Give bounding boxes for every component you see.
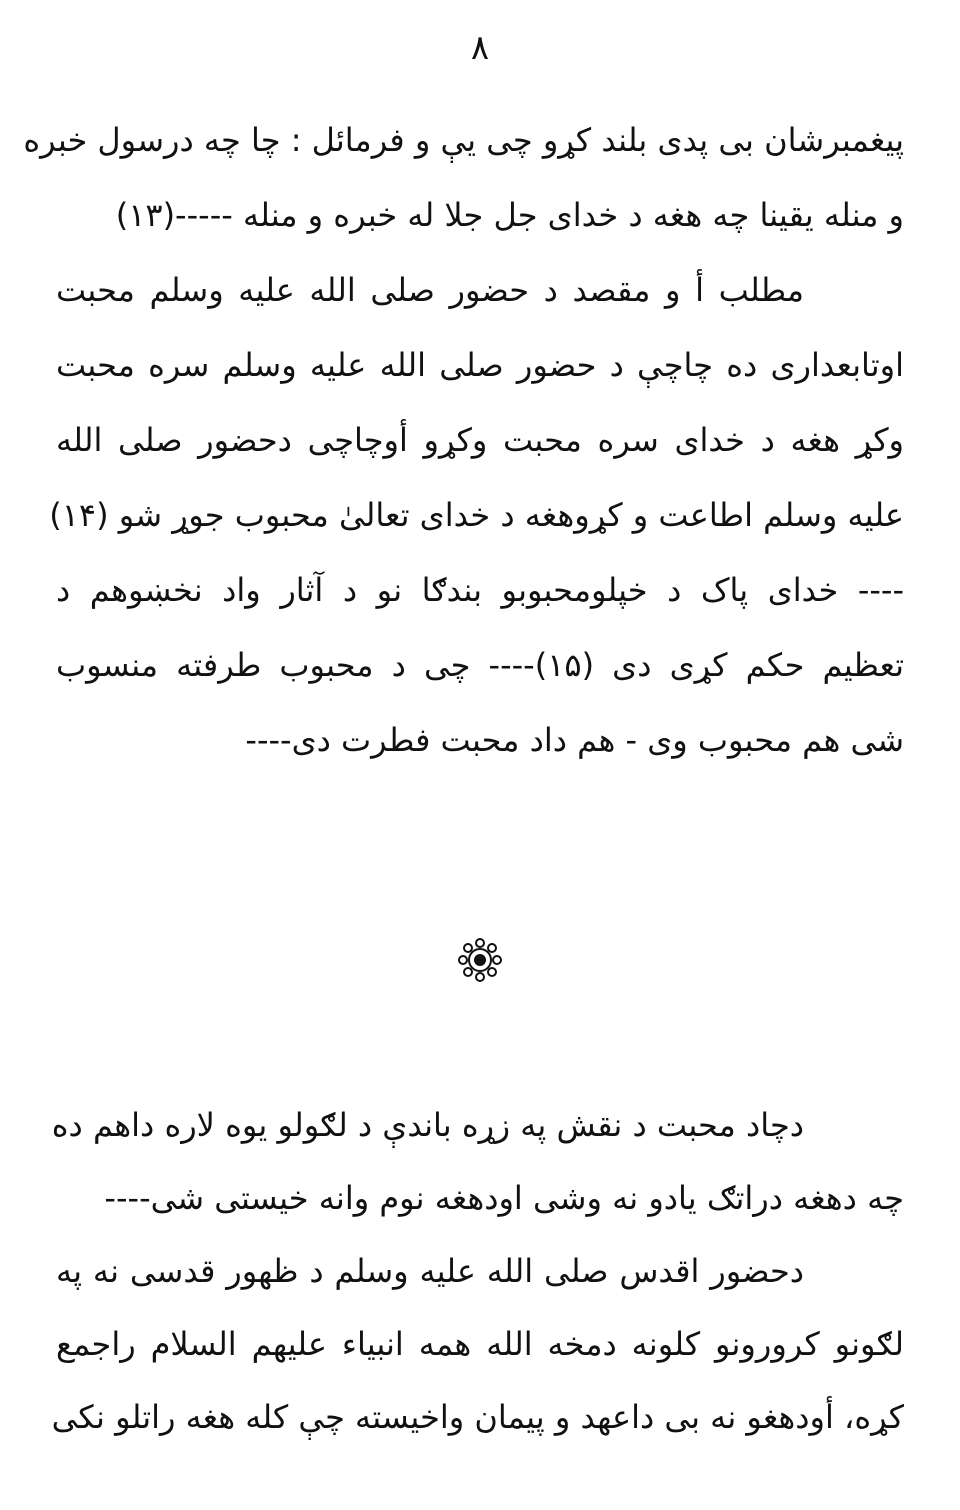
text-line: پیغمبرشان بی پدی بلند کړو چی یې و فرمائل : چا چه درسول خبره xyxy=(23,121,904,159)
text-line: علیه وسلم اطاعت و کړوهغه د خدای تعالیٰ محبوب جوړ شو (۱۴) xyxy=(49,496,904,534)
text-line: کړه، أودهغو نه بی داعهد و پیمان واخیسته چې کله هغه راتلو نکی xyxy=(51,1398,904,1436)
text-block-top xyxy=(23,120,905,760)
text-line: دحضور اقدس صلی الله علیه وسلم د ظهور قدسی نه په xyxy=(56,1252,804,1290)
text-line: مطلب أ و مقصد د حضور صلی الله علیه وسلم محبت xyxy=(56,271,804,309)
page-number: ۸ xyxy=(470,28,490,68)
text-line: ---- خدای پاک د خپلومحبوبو بندګا نو د آثار واد نخښوهم د xyxy=(56,571,904,609)
text-line: دچاد محبت د نقش په زړه باندې د لګولو یوه لاره داهم ده xyxy=(51,1106,804,1144)
text-line: تعظیم حکم کړی دی (۱۵)---- چی د محبوب طرفته منسوب xyxy=(56,646,905,684)
text-line: شی هم محبوب وی - هم داد محبت فطرت دی---- xyxy=(245,721,904,759)
text-line: وکړ هغه د خدای سره محبت وکړو أوچاچی دحضور صلی الله xyxy=(56,421,904,459)
text-line: لګونو کرورونو کلونه دمخه الله همه انبیاء علیهم السلام راجمع xyxy=(56,1325,904,1363)
text-line: چه دهغه دراتګ یادو نه وشی اودهغه نوم وانه خیستی شی---- xyxy=(104,1179,904,1217)
text-block-bottom xyxy=(51,1105,904,1437)
flower-ornament-icon xyxy=(440,930,520,990)
text-line: و منله یقینا چه هغه د خدای جل جلا له خبره و منله -----(۱۳) xyxy=(115,196,904,234)
text-line: اوتابعداری ده چاچې د حضور صلی الله علیه وسلم سره محبت xyxy=(56,346,904,384)
